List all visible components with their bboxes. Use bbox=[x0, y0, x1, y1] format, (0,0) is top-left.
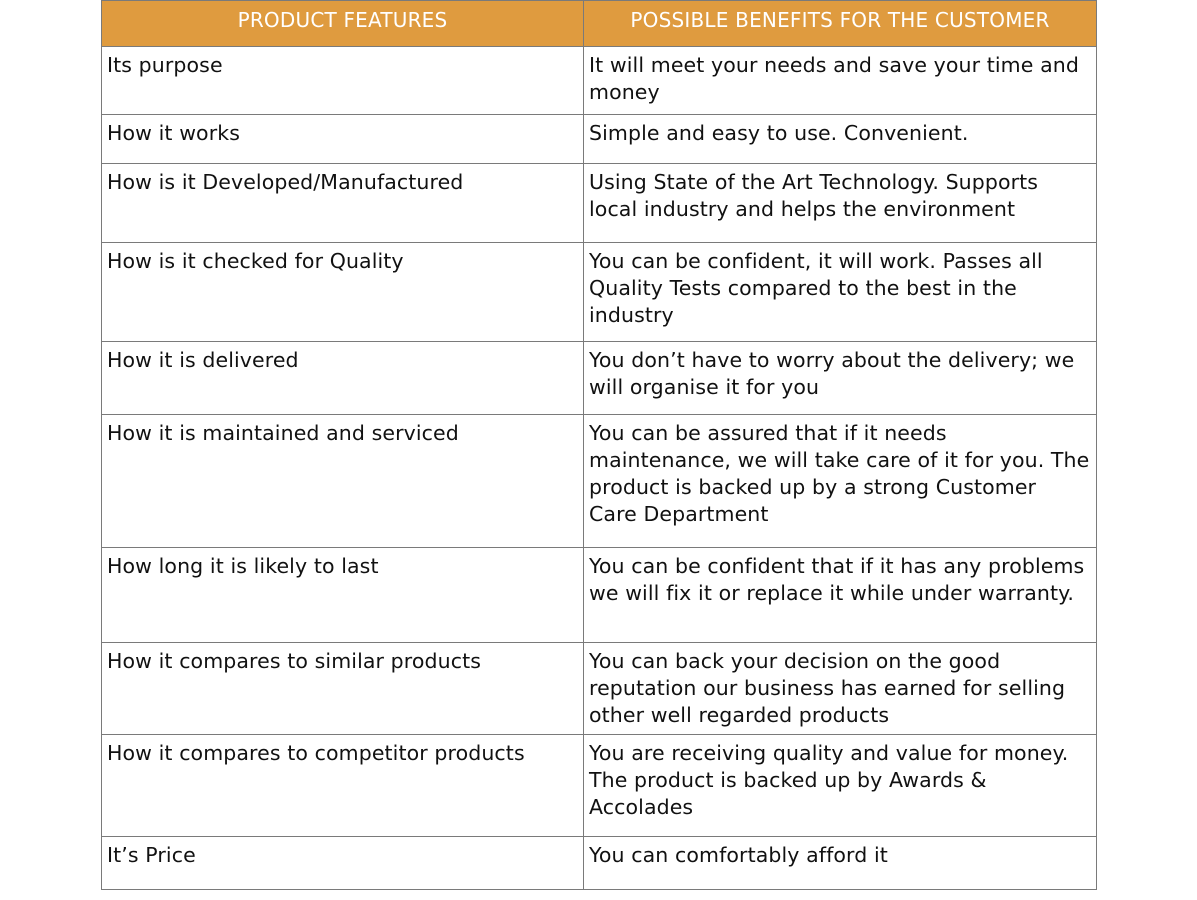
benefit-cell: You can be confident that if it has any problems we will fix it or replace it while under warranty. bbox=[584, 548, 1097, 643]
table-row bbox=[102, 115, 1097, 164]
feature-cell: How it is maintained and serviced bbox=[102, 415, 584, 548]
table-row bbox=[102, 735, 1097, 837]
table-row bbox=[102, 643, 1097, 735]
table-row bbox=[102, 415, 1097, 548]
features-benefits-table bbox=[101, 0, 1097, 890]
feature-cell: It’s Price bbox=[102, 837, 584, 890]
feature-cell: How it compares to similar products bbox=[102, 643, 584, 735]
feature-cell: How it compares to competitor products bbox=[102, 735, 584, 837]
header-product-features: PRODUCT FEATURES bbox=[102, 1, 584, 47]
table-row bbox=[102, 47, 1097, 115]
feature-cell: How it is delivered bbox=[102, 342, 584, 415]
table-header-row bbox=[102, 1, 1097, 47]
table-row bbox=[102, 837, 1097, 890]
benefit-cell: You can comfortably afford it bbox=[584, 837, 1097, 890]
benefit-cell: You are receiving quality and value for money. The product is backed up by Awards & Accolades bbox=[584, 735, 1097, 837]
feature-cell: How is it checked for Quality bbox=[102, 243, 584, 342]
table-row bbox=[102, 548, 1097, 643]
feature-cell: How it works bbox=[102, 115, 584, 164]
header-possible-benefits: POSSIBLE BENEFITS FOR THE CUSTOMER bbox=[584, 1, 1097, 47]
features-benefits-table-container bbox=[101, 0, 1096, 890]
benefit-cell: You can be assured that if it needs maintenance, we will take care of it for you. The product is backed up by a strong Customer Care Department bbox=[584, 415, 1097, 548]
table-row bbox=[102, 243, 1097, 342]
feature-cell: Its purpose bbox=[102, 47, 584, 115]
benefit-cell: Using State of the Art Technology. Supports local industry and helps the environment bbox=[584, 164, 1097, 243]
benefit-cell: Simple and easy to use. Convenient. bbox=[584, 115, 1097, 164]
benefit-cell: You can back your decision on the good reputation our business has earned for selling other well regarded products bbox=[584, 643, 1097, 735]
table-row bbox=[102, 164, 1097, 243]
table-row bbox=[102, 342, 1097, 415]
benefit-cell: It will meet your needs and save your time and money bbox=[584, 47, 1097, 115]
feature-cell: How long it is likely to last bbox=[102, 548, 584, 643]
feature-cell: How is it Developed/Manufactured bbox=[102, 164, 584, 243]
benefit-cell: You can be confident, it will work. Passes all Quality Tests compared to the best in the industry bbox=[584, 243, 1097, 342]
benefit-cell: You don’t have to worry about the delivery; we will organise it for you bbox=[584, 342, 1097, 415]
